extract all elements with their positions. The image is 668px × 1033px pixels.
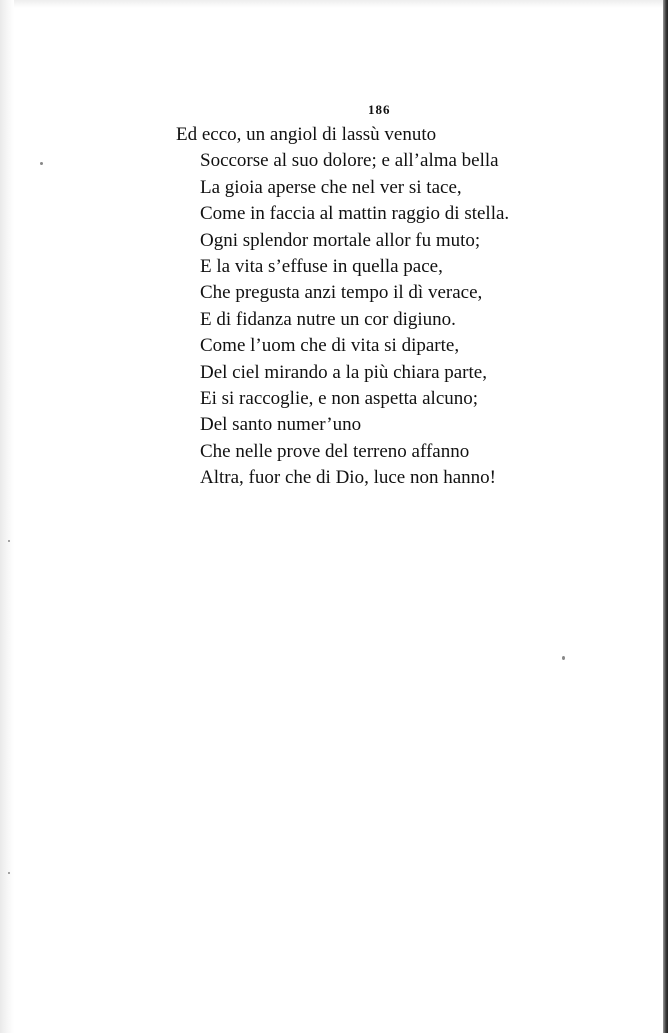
poem-line: Ed ecco, un angiol di lassù venuto (176, 124, 437, 145)
scan-speck (8, 872, 10, 874)
page-number: 186 (368, 102, 391, 117)
poem-line: E di fidanza nutre un cor digiuno. (200, 308, 456, 330)
poem-line: Che pregusta anzi tempo il dì verace, (200, 282, 483, 304)
scan-speck (8, 540, 10, 542)
poem-line: E la vita s’effuse in quella pace, (200, 255, 443, 277)
scan-speck (562, 656, 565, 660)
poem-line: Ogni splendor mortale allor fu muto; (200, 229, 481, 251)
scan-speck (40, 162, 43, 165)
page-gutter-edge (663, 0, 668, 1033)
poem-line: Del santo numer’uno (200, 414, 362, 436)
poem-line: La gioia aperse che nel ver si tace, (200, 176, 462, 198)
poem-line: Soccorse al suo dolore; e all’alma bella (200, 150, 499, 172)
poem-line: Del ciel mirando a la più chiara parte, (200, 361, 487, 383)
poem-text (176, 122, 606, 491)
poem-line: Come in faccia al mattin raggio di stella. (200, 203, 510, 225)
page-left-edge (0, 0, 14, 1033)
poem-line: Come l’uom che di vita si diparte, (200, 335, 460, 357)
poem-line: Ei si raccoglie, e non aspetta alcuno; (200, 387, 479, 409)
page-top-edge (0, 0, 668, 8)
poem-line: Che nelle prove del terreno affanno (200, 440, 470, 462)
poem-line: Altra, fuor che di Dio, luce non hanno! (200, 467, 496, 489)
